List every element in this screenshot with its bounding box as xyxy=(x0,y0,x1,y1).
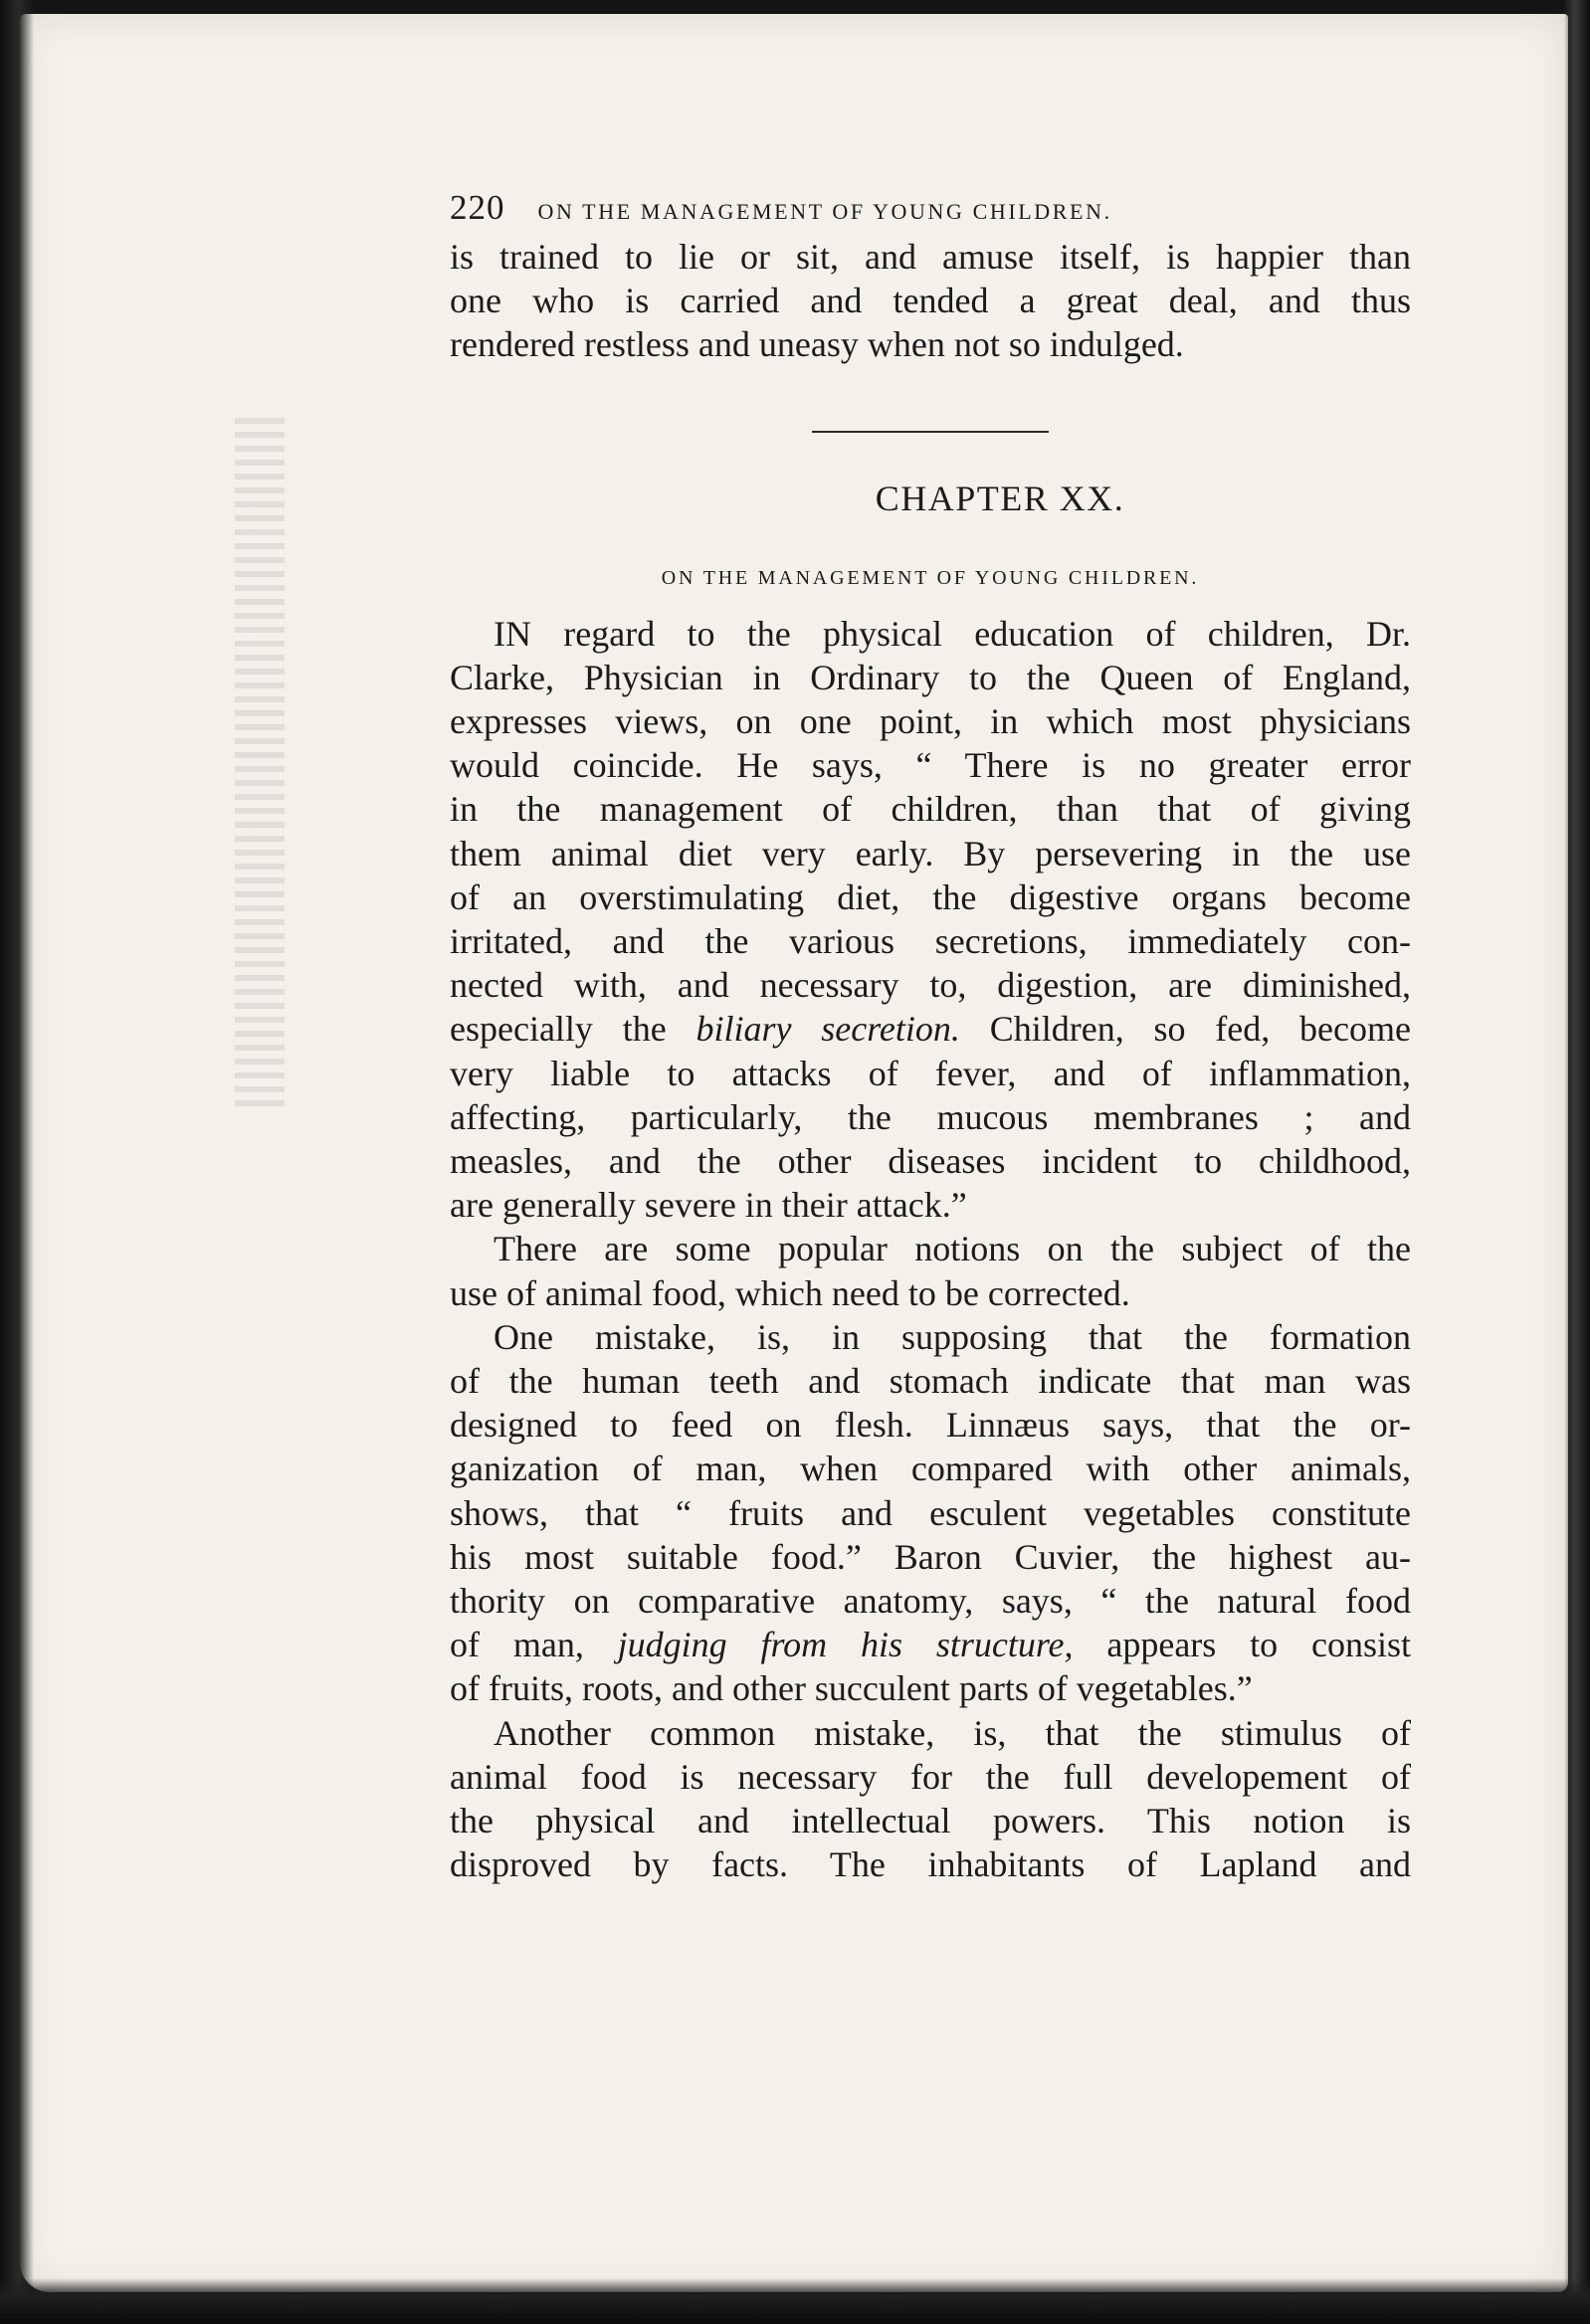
text-span: especially the xyxy=(450,1009,696,1050)
paragraph-4 xyxy=(450,1711,1411,1887)
italic-phrase: biliary secretion. xyxy=(696,1009,960,1050)
text-line: IN regard to the physical education of children, Dr. xyxy=(494,613,1411,654)
text-line: them animal diet very early. By persevering in the use xyxy=(450,833,1411,873)
page-number: 220 xyxy=(450,188,505,227)
text-line: one who is carried and tended a great deal, and thus xyxy=(450,281,1411,321)
text-line: There are some popular notions on the subject of the xyxy=(494,1229,1411,1269)
paragraph-3 xyxy=(450,1315,1411,1711)
paragraph-1 xyxy=(450,612,1411,1228)
text-span: of man, xyxy=(450,1625,618,1665)
text-line: are generally severe in their attack.” xyxy=(450,1185,967,1226)
text-line: expresses views, on one point, in which most physicians xyxy=(450,701,1411,742)
text-line: One mistake, is, in supposing that the formation xyxy=(494,1316,1411,1357)
text-line: disproved by facts. The inhabitants of Lapland and xyxy=(450,1844,1411,1885)
running-title: ON THE MANAGEMENT OF YOUNG CHILDREN. xyxy=(537,199,1112,224)
text-line: rendered restless and uneasy when not so indulged. xyxy=(450,324,1184,365)
text-line-with-italic xyxy=(450,1007,1411,1051)
text-line: of fruits, roots, and other succulent parts of vegetables.” xyxy=(450,1668,1253,1709)
left-scan-edge xyxy=(0,0,34,2324)
text-line: his most suitable food.” Baron Cuvier, the highest au- xyxy=(450,1536,1411,1577)
text-span: appears to consist xyxy=(1073,1625,1411,1665)
text-line: ganization of man, when compared with other animals, xyxy=(450,1449,1411,1489)
text-line: nected with, and necessary to, digestion, are diminished, xyxy=(450,965,1411,1006)
text-line: very liable to attacks of fever, and of inflammation, xyxy=(450,1053,1411,1093)
text-line: would coincide. He says, “ There is no greater error xyxy=(450,745,1411,786)
text-line: of the human teeth and stomach indicate that man was xyxy=(450,1361,1411,1402)
text-line: use of animal food, which need to be corrected. xyxy=(450,1272,1130,1313)
chapter-subtitle: ON THE MANAGEMENT OF YOUNG CHILDREN. xyxy=(661,566,1200,589)
text-line: thority on comparative anatomy, says, “ the natural food xyxy=(450,1581,1411,1622)
text-line: affecting, particularly, the mucous membranes ; and xyxy=(450,1096,1411,1137)
text-line: designed to feed on flesh. Linnæus says, that the or- xyxy=(450,1405,1411,1446)
italic-phrase: judging from his structure, xyxy=(617,1625,1074,1665)
text-line: Another common mistake, is, that the stimulus of xyxy=(494,1712,1411,1753)
chapter-divider-rule xyxy=(812,431,1049,433)
text-line: shows, that “ fruits and esculent vegetables constitute xyxy=(450,1492,1411,1533)
page-text xyxy=(450,185,1411,1887)
chapter-heading: CHAPTER XX. xyxy=(875,478,1125,518)
text-line: in the management of children, than that of giving xyxy=(450,789,1411,830)
running-head xyxy=(450,185,1411,235)
text-line: Clarke, Physician in Ordinary to the Queen of England, xyxy=(450,657,1411,697)
text-line: the physical and intellectual powers. This notion is xyxy=(450,1801,1411,1841)
right-scan-edge xyxy=(1564,0,1590,2324)
bottom-scan-edge xyxy=(0,2278,1590,2324)
text-line: is trained to lie or sit, and amuse itself, is happier than xyxy=(450,237,1411,277)
text-line: of an overstimulating diet, the digestive organs become xyxy=(450,876,1411,917)
continued-paragraph xyxy=(450,235,1411,367)
text-line-with-italic xyxy=(450,1623,1411,1666)
paragraph-2 xyxy=(450,1227,1411,1314)
text-line: irritated, and the various secretions, immediately con- xyxy=(450,921,1411,962)
text-span: Children, so fed, become xyxy=(959,1009,1411,1050)
text-line: animal food is necessary for the full developement of xyxy=(450,1756,1411,1797)
show-through-marks xyxy=(235,418,285,1114)
text-line: measles, and the other diseases incident to childhood, xyxy=(450,1141,1411,1182)
